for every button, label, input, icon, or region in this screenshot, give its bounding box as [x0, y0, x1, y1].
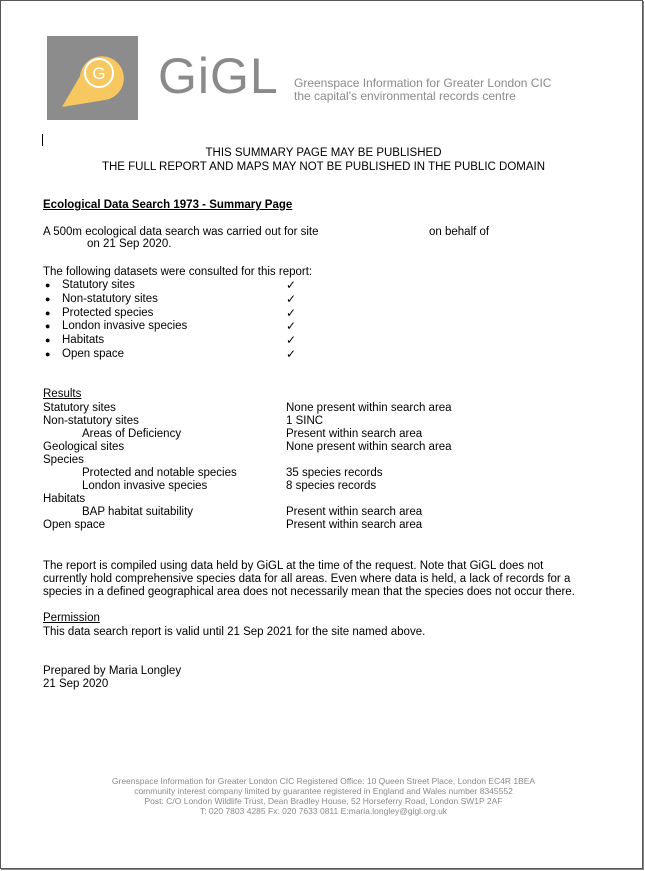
- result-value: 8 species records: [286, 480, 377, 492]
- result-label: Statutory sites: [43, 402, 116, 414]
- notice-line2: THE FULL REPORT AND MAPS MAY NOT BE PUBLISHED IN THE PUBLIC DOMAIN: [101, 161, 546, 173]
- result-label: Geological sites: [43, 441, 125, 453]
- intro-line1-b: on behalf of: [429, 226, 490, 238]
- results-heading: Results: [43, 388, 82, 400]
- result-label: Protected and notable species: [82, 467, 237, 479]
- result-value: Present within search area: [286, 519, 423, 531]
- redacted-site-name: [339, 226, 427, 238]
- result-value: Present within search area: [286, 506, 423, 518]
- result-label: Non-statutory sites: [43, 415, 139, 427]
- intro-line2: on 21 Sep 2020.: [87, 238, 172, 250]
- dataset-name: Statutory sites: [62, 279, 135, 291]
- result-value: None present within search area: [286, 402, 452, 414]
- prepared-by: Prepared by Maria Longley: [43, 665, 182, 677]
- brand-name: GiGL: [158, 48, 279, 104]
- result-value: 35 species records: [286, 467, 383, 479]
- prepared-date: 21 Sep 2020: [43, 678, 109, 690]
- checkmark-icon: ✓: [286, 347, 297, 361]
- bullet-icon: ●: [45, 280, 51, 290]
- footer-line4: T: 020 7803 4285 Fx: 020 7633 0811 E:maria.longley@gigl.org.uk: [199, 806, 448, 816]
- page-heading: Ecological Data Search 1973 - Summary Page: [43, 199, 293, 211]
- dataset-name: Non-statutory sites: [62, 293, 158, 305]
- dataset-name: London invasive species: [62, 320, 188, 332]
- result-label: Species: [43, 454, 84, 466]
- disclaimer-line1: The report is compiled using data held by GiGL at the time of the request. Note that GiGL does not: [43, 560, 544, 572]
- bullet-icon: ●: [45, 308, 51, 318]
- bullet-icon: ●: [45, 335, 51, 345]
- checkmark-icon: ✓: [286, 333, 297, 347]
- text-cursor: [42, 134, 43, 146]
- dataset-name: Open space: [62, 348, 125, 360]
- brand-subtitle-line1: Greenspace Information for Greater London CIC: [294, 76, 552, 90]
- disclaimer-line3: species in a defined geographical area does not necessarily mean that the species does not occur there.: [43, 586, 575, 598]
- permission-text: This data search report is valid until 21 Sep 2021 for the site named above.: [43, 626, 426, 638]
- checkmark-icon: ✓: [286, 292, 297, 306]
- result-label: BAP habitat suitability: [82, 506, 194, 518]
- brand-subtitle-line2: the capital's environmental records centre: [294, 89, 516, 103]
- result-value: None present within search area: [286, 441, 452, 453]
- bullet-icon: ●: [45, 321, 51, 331]
- svg-text:G: G: [92, 64, 106, 83]
- dataset-name: Habitats: [62, 334, 105, 346]
- brand-subtitle: [294, 77, 551, 103]
- result-value: Present within search area: [286, 428, 423, 440]
- location-pin-icon: [47, 36, 138, 120]
- intro-line1-a: A 500m ecological data search was carried out for site: [43, 226, 319, 238]
- gigl-logo-box: [47, 36, 138, 120]
- result-label: Habitats: [43, 493, 86, 505]
- checkmark-icon: ✓: [286, 319, 297, 333]
- disclaimer-line2: currently hold comprehensive species data for all areas. Even where data is held, a lack of records for a: [43, 573, 571, 585]
- permission-heading: Permission: [43, 612, 100, 624]
- footer-line2: community interest company limited by guarantee registered in England and Wales number 8345552: [134, 786, 513, 796]
- bullet-icon: ●: [45, 294, 51, 304]
- dataset-name: Protected species: [62, 307, 154, 319]
- checkmark-icon: ✓: [286, 278, 297, 292]
- bullet-icon: ●: [45, 349, 51, 359]
- result-label: Areas of Deficiency: [82, 428, 182, 440]
- result-label: London invasive species: [82, 480, 208, 492]
- datasets-label: The following datasets were consulted for this report:: [43, 266, 313, 278]
- footer-line1: Greenspace Information for Greater London CIC Registered Office: 10 Queen Street Place, London EC4R 1BEA: [111, 776, 536, 786]
- result-label: Open space: [43, 519, 106, 531]
- result-value: 1 SINC: [286, 415, 324, 427]
- notice-line1: THIS SUMMARY PAGE MAY BE PUBLISHED: [205, 147, 442, 159]
- checkmark-icon: ✓: [286, 306, 297, 320]
- footer-line3: Post: C/O London Wildlife Trust, Dean Bradley House, 52 Horseferry Road, London SW1P 2AF: [144, 796, 503, 806]
